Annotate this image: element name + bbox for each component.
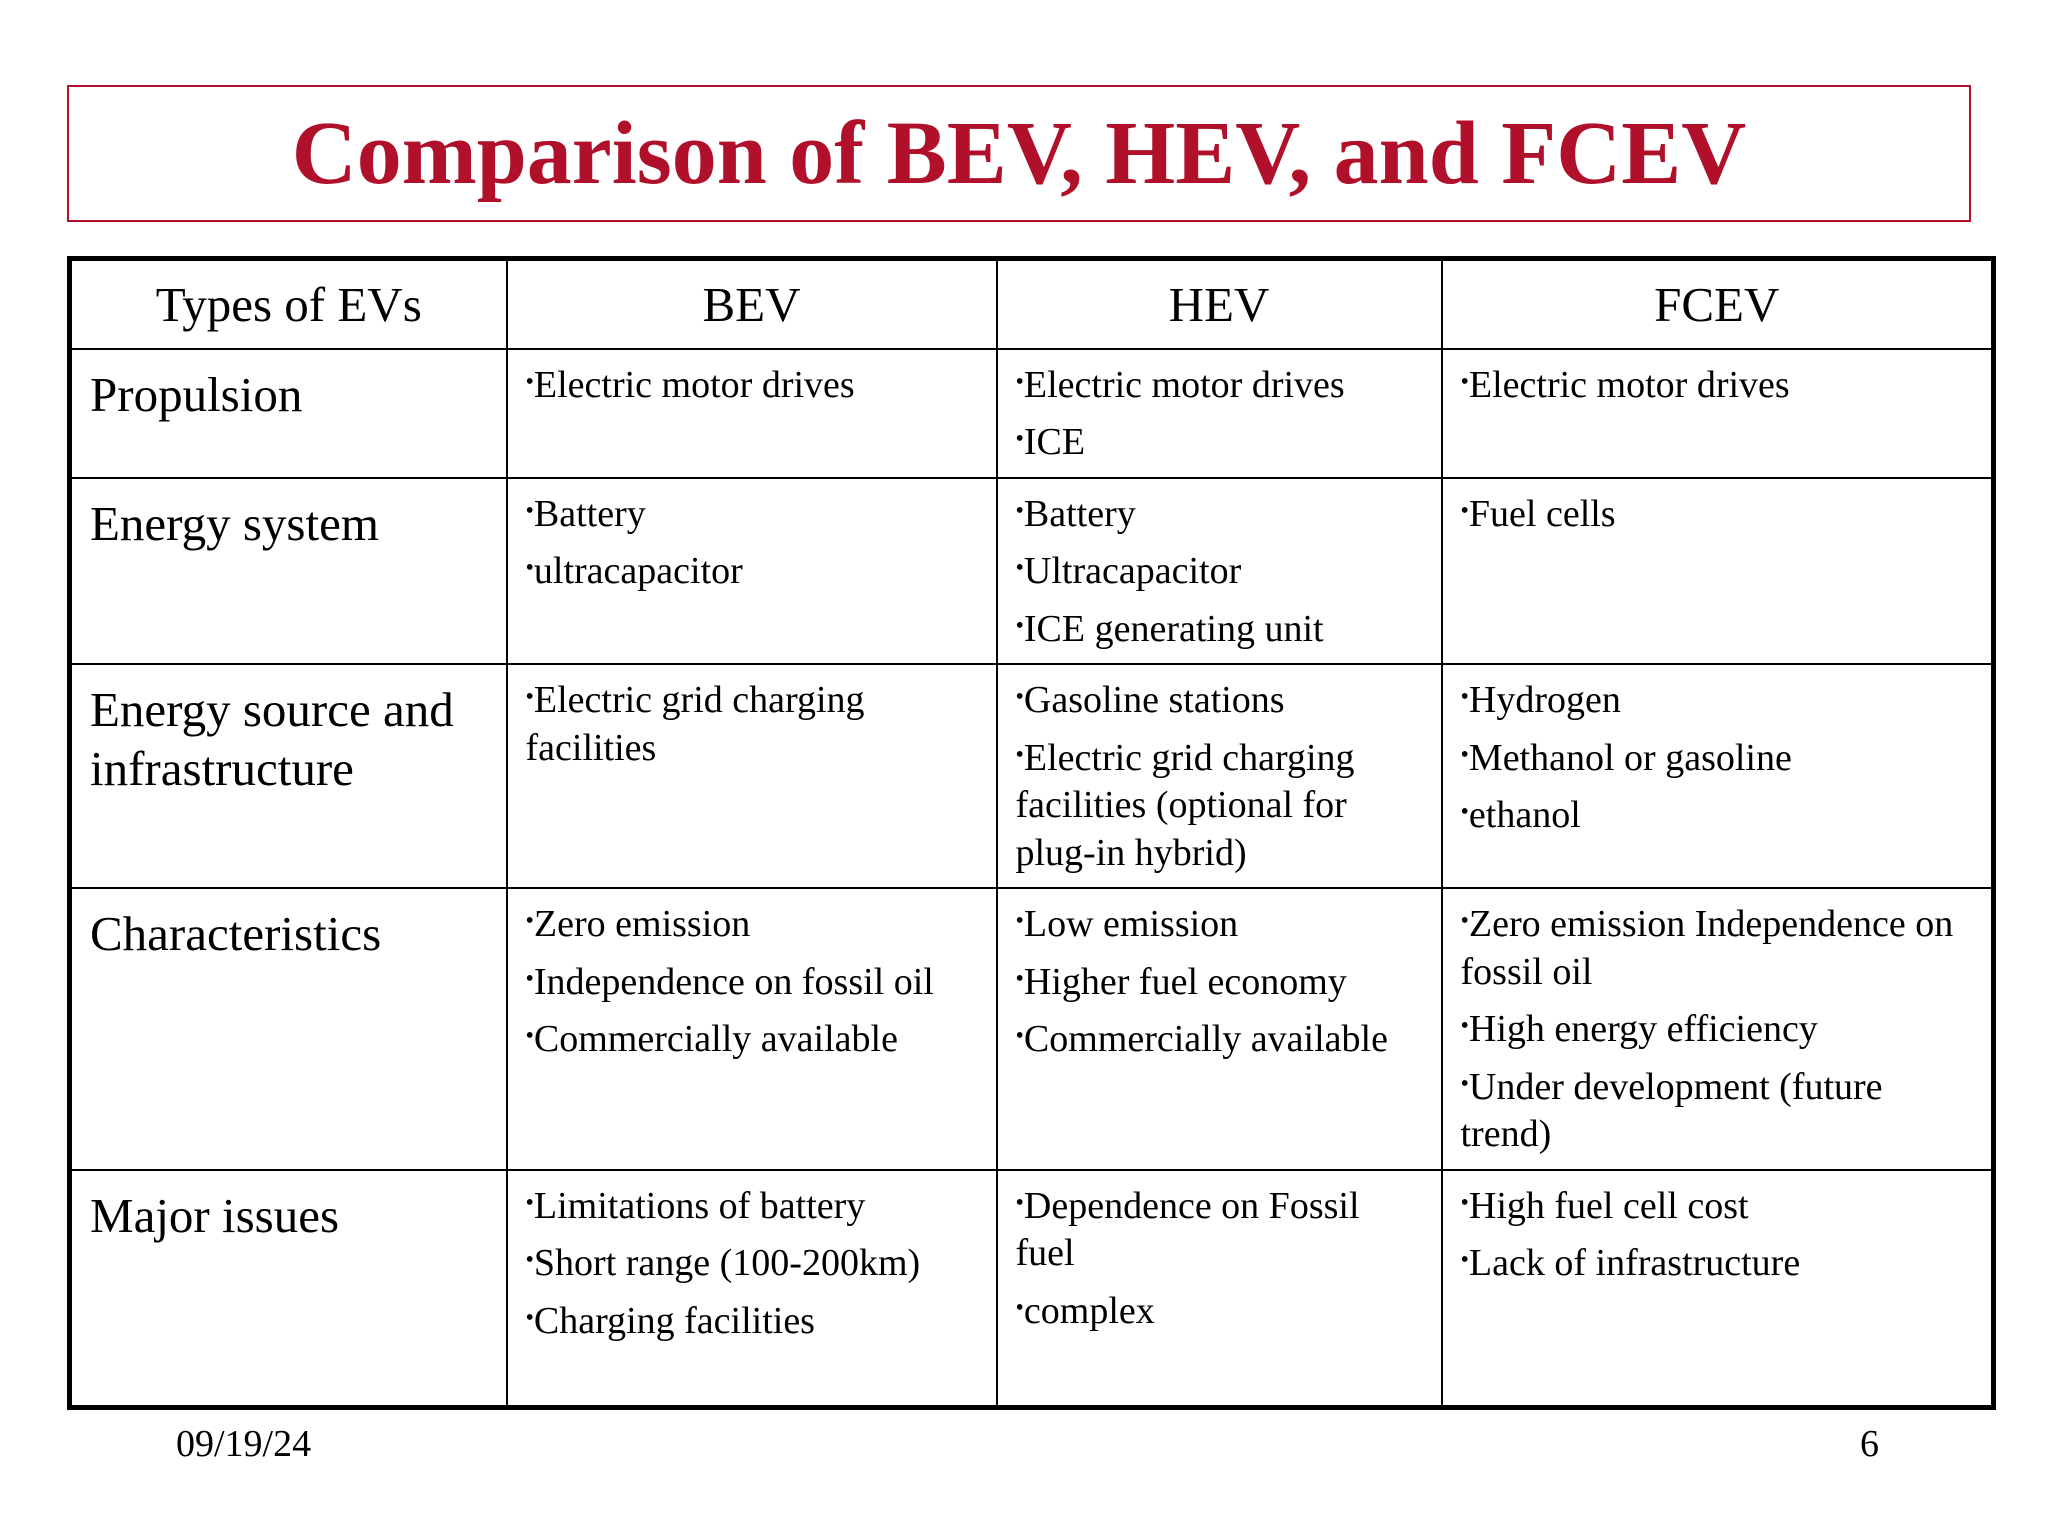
row-label-energy-source: Energy source and infrastructure	[70, 664, 507, 888]
row-label-characteristics: Characteristics	[70, 888, 507, 1170]
list-item: •Independence on fossil oil	[525, 960, 934, 1003]
cell-major-issues-fcev	[1442, 1170, 1994, 1408]
list-item: •Limitations of battery	[525, 1184, 866, 1227]
list-item: •Electric grid charging facilities	[525, 679, 865, 769]
list-item: •Gasoline stations	[1015, 679, 1285, 721]
list-item: •Methanol or gasoline	[1460, 736, 1792, 779]
list-item: •Electric motor drives	[1460, 363, 1790, 406]
list-item: •Short range (100-200km)	[525, 1242, 921, 1284]
cell-propulsion-hev	[997, 349, 1442, 478]
list-item: •Electric motor drives	[1015, 363, 1345, 406]
list-item: •Lack of infrastructure	[1460, 1242, 1801, 1284]
list-item: •Battery	[1015, 492, 1136, 535]
list-item: •Dependence on Fossil fuel	[1015, 1184, 1360, 1274]
table-row	[70, 478, 1994, 665]
table-row	[70, 349, 1994, 478]
page-number: 6	[1860, 1423, 1879, 1465]
header-cell-hev: HEV	[997, 259, 1442, 349]
list-item: •complex	[1015, 1289, 1155, 1332]
list-item: •Zero emission	[525, 903, 751, 945]
table-row	[70, 664, 1994, 888]
header-cell-fcev: FCEV	[1442, 259, 1994, 349]
header-cell-bev: BEV	[507, 259, 997, 349]
cell-propulsion-fcev	[1442, 349, 1994, 478]
cell-energy-system-fcev	[1442, 478, 1994, 665]
list-item: •Low emission	[1015, 903, 1239, 945]
list-item: •ICE generating unit	[1015, 607, 1324, 650]
list-item: •Electric motor drives	[525, 363, 855, 406]
list-item: •ICE	[1015, 421, 1086, 463]
list-item: •Fuel cells	[1460, 492, 1616, 535]
list-item: •ethanol	[1460, 794, 1581, 836]
list-item: •Hydrogen	[1460, 679, 1621, 721]
title-box	[67, 85, 1971, 222]
cell-energy-source-hev	[997, 664, 1442, 888]
list-item: •Electric grid charging facilities (optional for plug-in hybrid)	[1015, 736, 1355, 874]
cell-propulsion-bev	[507, 349, 997, 478]
cell-major-issues-bev	[507, 1170, 997, 1408]
cell-characteristics-fcev	[1442, 888, 1994, 1170]
slide-title: Comparison of BEV, HEV, and FCEV	[291, 103, 1747, 203]
list-item: •High energy efficiency	[1460, 1008, 1818, 1050]
list-item: •ultracapacitor	[525, 550, 743, 592]
table-row	[70, 1170, 1994, 1408]
footer-date: 09/19/24	[176, 1423, 312, 1465]
cell-energy-source-bev	[507, 664, 997, 888]
row-label-propulsion: Propulsion	[70, 349, 507, 478]
row-label-major-issues: Major issues	[70, 1170, 507, 1408]
cell-energy-system-hev	[997, 478, 1442, 665]
cell-characteristics-hev	[997, 888, 1442, 1170]
list-item: •Commercially available	[1015, 1018, 1388, 1060]
header-row	[70, 259, 1994, 349]
list-item: •High fuel cell cost	[1460, 1184, 1749, 1227]
list-item: •Charging facilities	[525, 1299, 815, 1342]
list-item: •Higher fuel economy	[1015, 960, 1347, 1003]
list-item: •Ultracapacitor	[1015, 550, 1242, 592]
list-item: •Battery	[525, 492, 646, 535]
list-item: •Commercially available	[525, 1018, 898, 1060]
list-item: •Zero emission Independence on fossil oil	[1460, 903, 1954, 993]
comparison-table	[67, 256, 1996, 1410]
cell-energy-source-fcev	[1442, 664, 1994, 888]
cell-energy-system-bev	[507, 478, 997, 665]
cell-characteristics-bev	[507, 888, 997, 1170]
list-item: •Under development (future trend)	[1460, 1065, 1883, 1155]
cell-major-issues-hev	[997, 1170, 1442, 1408]
table-row	[70, 888, 1994, 1170]
row-label-energy-system: Energy system	[70, 478, 507, 665]
header-cell-types: Types of EVs	[70, 259, 507, 349]
